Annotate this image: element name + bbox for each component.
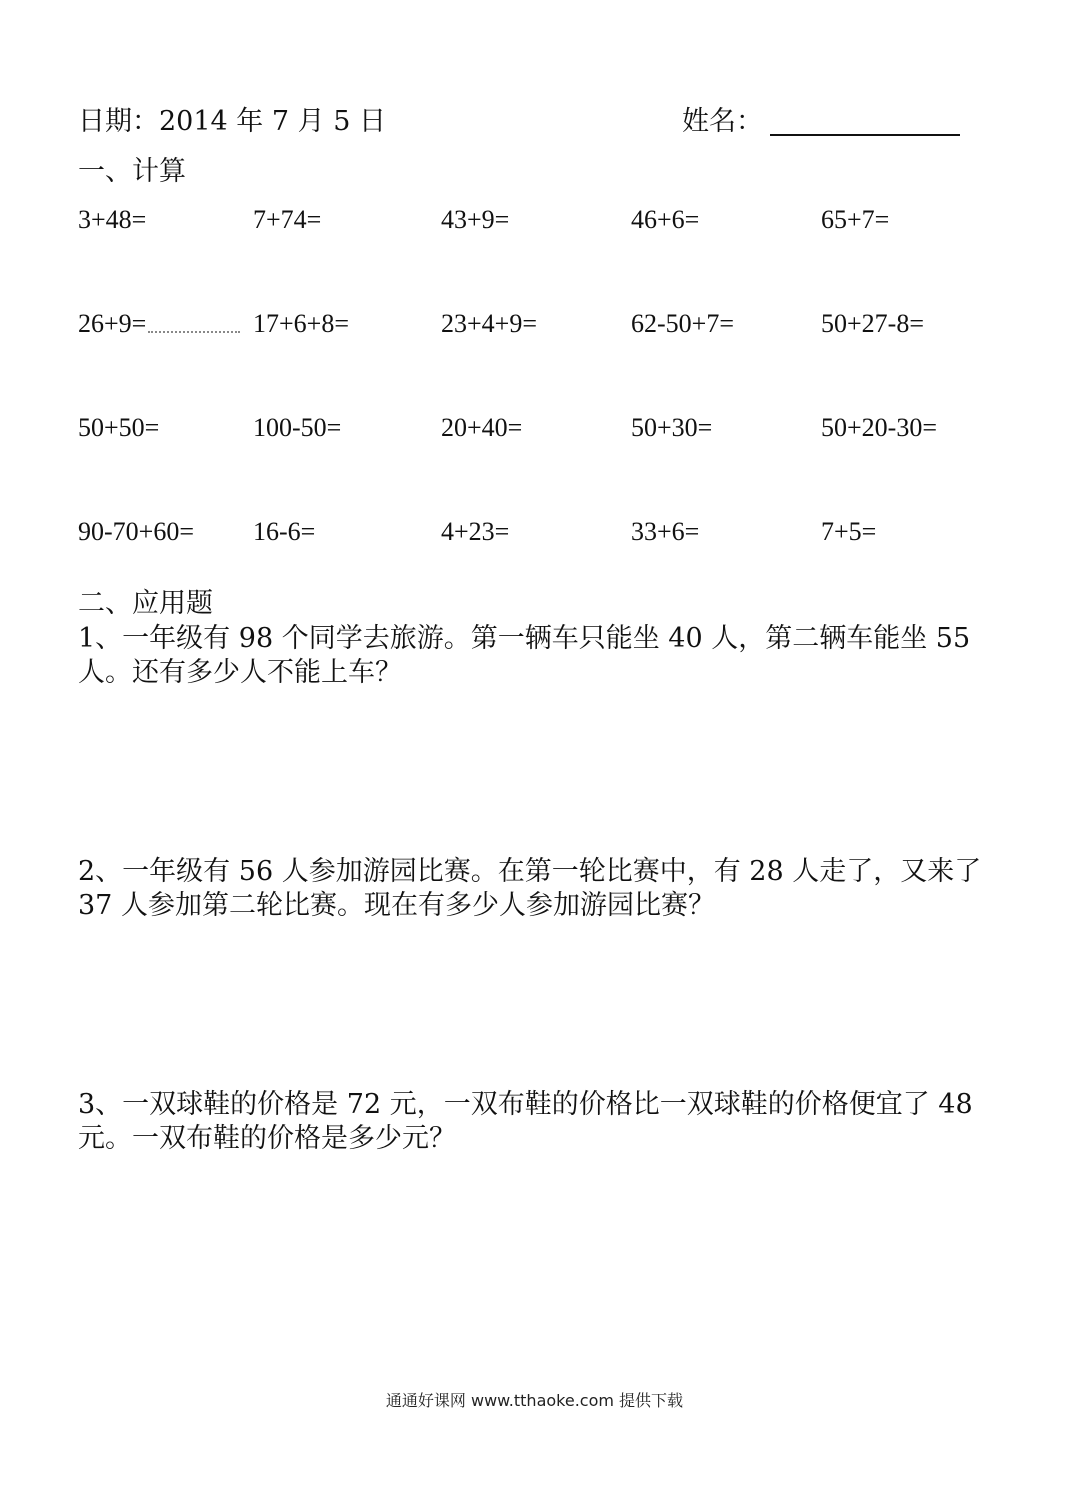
expression: 33+6= (631, 517, 700, 546)
expression: 100-50= (253, 413, 342, 442)
expression: 50+30= (631, 413, 713, 442)
date-line: 日期：2014 年 7 月 5 日 (78, 106, 386, 137)
expression: 7+74= (253, 205, 322, 234)
name-blank-line[interactable] (770, 134, 960, 136)
name-label: 姓名： (682, 106, 763, 137)
word-problem: 3、一双球鞋的价格是 72 元，一双布鞋的价格比一双球鞋的价格便宜了 48 元。一双布鞋的价格是多少元？ (78, 1089, 973, 1154)
expression: 26+9= (78, 309, 147, 338)
expression: 90-70+60= (78, 517, 194, 546)
expression: 16-6= (253, 517, 316, 546)
word-problem: 2、一年级有 56 人参加游园比赛。在第一轮比赛中，有 28 人走了，又来了 37 人参加第二轮比赛。现在有多少人参加游园比赛？ (78, 856, 982, 921)
section-calculation-title: 一、计算 (78, 156, 186, 187)
word-problem: 1、一年级有 98 个同学去旅游。第一辆车只能坐 40 人，第二辆车能坐 55 人。还有多少人不能上车？ (78, 623, 971, 688)
expression: 4+23= (441, 517, 510, 546)
expression: 50+50= (78, 413, 160, 442)
dotted-leader (148, 331, 240, 333)
expression: 20+40= (441, 413, 523, 442)
expression: 23+4+9= (441, 309, 537, 338)
expression: 46+6= (631, 205, 700, 234)
expression: 62-50+7= (631, 309, 734, 338)
expression: 43+9= (441, 205, 510, 234)
expression: 50+20-30= (821, 413, 937, 442)
expression: 7+5= (821, 517, 877, 546)
expression: 50+27-8= (821, 309, 924, 338)
footer-credit: 通通好课网 www.tthaoke.com 提供下载 (385, 1391, 684, 1410)
expression: 3+48= (78, 205, 147, 234)
expression: 65+7= (821, 205, 890, 234)
expression: 17+6+8= (253, 309, 349, 338)
section-word-problems-title: 二、应用题 (78, 588, 213, 619)
